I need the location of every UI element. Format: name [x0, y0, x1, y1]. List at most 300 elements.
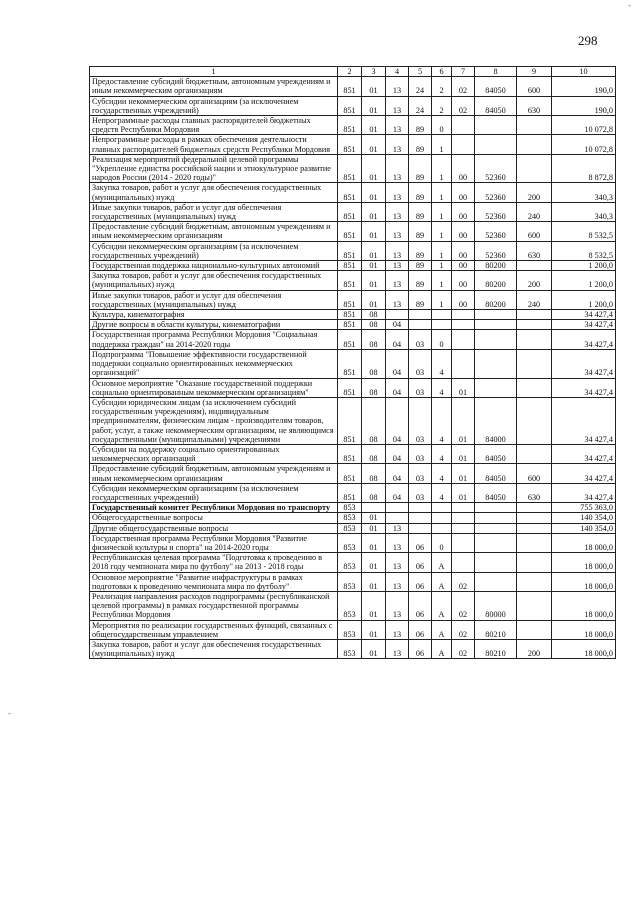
- row-code-cell: 851: [338, 330, 362, 349]
- row-code-cell: 13: [386, 591, 409, 620]
- row-code-cell: А: [432, 553, 452, 572]
- table-row: [90, 639, 616, 658]
- row-code-cell: [517, 591, 552, 620]
- row-code-cell: [517, 513, 552, 523]
- table-row: [90, 503, 616, 513]
- row-code-cell: [475, 378, 517, 397]
- row-code-cell: 1: [432, 135, 452, 154]
- row-amount-cell: 18 000,0: [552, 553, 616, 572]
- row-code-cell: 01: [362, 116, 386, 135]
- row-code-cell: 13: [386, 553, 409, 572]
- row-code-cell: 08: [362, 320, 386, 330]
- row-code-cell: 01: [362, 135, 386, 154]
- row-code-cell: [475, 320, 517, 330]
- row-name-cell: Государственный комитет Республики Мордовия по транспорту: [90, 503, 338, 513]
- row-name-cell: Реализация мероприятий федеральной целевой программы "Укрепление единства российской нации и этнокультурное развитие народов России (2014 - 2020 годы)": [90, 154, 338, 183]
- row-name-cell: Основное мероприятие "Развитие инфраструктуры в рамках подготовки к проведению чемпионата мира по футболу": [90, 572, 338, 591]
- row-code-cell: [517, 572, 552, 591]
- row-code-cell: [517, 620, 552, 639]
- row-code-cell: [517, 261, 552, 271]
- row-code-cell: 01: [362, 241, 386, 260]
- row-amount-cell: 755 363,0: [552, 503, 616, 513]
- row-code-cell: 13: [386, 523, 409, 533]
- row-code-cell: 1: [432, 154, 452, 183]
- table-row: [90, 154, 616, 183]
- row-code-cell: 80200: [475, 271, 517, 290]
- row-name-cell: Другие общегосударственные вопросы: [90, 523, 338, 533]
- row-code-cell: 600: [517, 77, 552, 96]
- row-code-cell: 600: [517, 222, 552, 241]
- row-code-cell: [452, 523, 475, 533]
- row-code-cell: 851: [338, 154, 362, 183]
- table-row: [90, 378, 616, 397]
- row-amount-cell: 1 200,0: [552, 271, 616, 290]
- row-amount-cell: 8 872,8: [552, 154, 616, 183]
- table-row: [90, 349, 616, 378]
- row-code-cell: 84050: [475, 96, 517, 115]
- row-code-cell: А: [432, 620, 452, 639]
- row-code-cell: [475, 553, 517, 572]
- row-code-cell: 84050: [475, 464, 517, 483]
- row-code-cell: [432, 523, 452, 533]
- row-code-cell: 13: [386, 183, 409, 202]
- row-name-cell: Иные закупки товаров, работ и услуг для обеспечения государственных (муниципальных) нужд: [90, 290, 338, 309]
- column-header-7: 7: [452, 67, 475, 77]
- row-code-cell: 03: [409, 349, 432, 378]
- row-code-cell: [517, 330, 552, 349]
- column-header-4: 4: [386, 67, 409, 77]
- row-code-cell: [452, 330, 475, 349]
- row-code-cell: 80200: [475, 290, 517, 309]
- row-code-cell: 00: [452, 222, 475, 241]
- row-code-cell: [475, 330, 517, 349]
- row-amount-cell: 34 427,4: [552, 349, 616, 378]
- row-name-cell: Предоставление субсидий бюджетным, автономным учреждениям и иным некоммерческим организациям: [90, 464, 338, 483]
- column-header-3: 3: [362, 67, 386, 77]
- row-code-cell: 00: [452, 290, 475, 309]
- row-name-cell: Республиканская целевая программа "Подготовка к проведению в 2018 году чемпионата мира по футболу" на 2013 - 2018 годы: [90, 553, 338, 572]
- row-code-cell: 04: [386, 349, 409, 378]
- row-code-cell: 08: [362, 464, 386, 483]
- row-code-cell: А: [432, 639, 452, 658]
- row-code-cell: 04: [386, 378, 409, 397]
- row-code-cell: 80200: [475, 261, 517, 271]
- row-code-cell: [452, 503, 475, 513]
- row-code-cell: 851: [338, 320, 362, 330]
- corner-mark: -: [628, 0, 631, 10]
- row-code-cell: 13: [386, 271, 409, 290]
- row-code-cell: 84050: [475, 444, 517, 463]
- row-code-cell: 01: [452, 464, 475, 483]
- row-amount-cell: 34 427,4: [552, 397, 616, 444]
- row-code-cell: [409, 310, 432, 320]
- row-name-cell: Государственная программа Республики Мордовия "Развитие физической культуры и спорта" на 2014-2020 годы: [90, 533, 338, 552]
- row-code-cell: 853: [338, 553, 362, 572]
- row-code-cell: 853: [338, 639, 362, 658]
- row-code-cell: [362, 503, 386, 513]
- row-code-cell: 52360: [475, 202, 517, 221]
- table-row: [90, 77, 616, 96]
- row-code-cell: 03: [409, 464, 432, 483]
- row-code-cell: 03: [409, 397, 432, 444]
- row-code-cell: 851: [338, 464, 362, 483]
- row-code-cell: 89: [409, 202, 432, 221]
- row-amount-cell: 140 354,0: [552, 513, 616, 523]
- table-row: [90, 96, 616, 115]
- row-code-cell: 00: [452, 261, 475, 271]
- row-code-cell: 853: [338, 591, 362, 620]
- row-code-cell: 851: [338, 397, 362, 444]
- table-row: [90, 202, 616, 221]
- row-code-cell: 853: [338, 513, 362, 523]
- row-code-cell: 853: [338, 503, 362, 513]
- row-code-cell: 853: [338, 620, 362, 639]
- row-name-cell: Субсидии некоммерческим организациям (за исключением государственных учреждений): [90, 96, 338, 115]
- row-code-cell: 13: [386, 290, 409, 309]
- row-code-cell: 13: [386, 135, 409, 154]
- row-code-cell: 01: [362, 271, 386, 290]
- row-code-cell: 89: [409, 135, 432, 154]
- row-code-cell: [452, 320, 475, 330]
- row-code-cell: 0: [432, 533, 452, 552]
- row-name-cell: Закупка товаров, работ и услуг для обеспечения государственных (муниципальных) нужд: [90, 271, 338, 290]
- row-code-cell: А: [432, 591, 452, 620]
- row-code-cell: 02: [452, 620, 475, 639]
- row-code-cell: 04: [386, 320, 409, 330]
- table-row: [90, 553, 616, 572]
- row-code-cell: 80210: [475, 620, 517, 639]
- row-name-cell: Субсидии юридическим лицам (за исключением субсидий государственным учреждениям), индивидуальным предпринимателям, физическим лицам - производителям товаров, работ, услуг, а также некоммерческим организациям, не являющимся государственными (муниципальными) учреждениями: [90, 397, 338, 444]
- row-code-cell: 851: [338, 96, 362, 115]
- row-code-cell: 89: [409, 261, 432, 271]
- table-row: [90, 310, 616, 320]
- row-amount-cell: 34 427,4: [552, 310, 616, 320]
- table-row: [90, 222, 616, 241]
- row-code-cell: 80000: [475, 591, 517, 620]
- row-code-cell: [517, 378, 552, 397]
- table-row: [90, 513, 616, 523]
- row-code-cell: 89: [409, 290, 432, 309]
- row-code-cell: [409, 503, 432, 513]
- row-code-cell: 1: [432, 202, 452, 221]
- table-row: [90, 397, 616, 444]
- table-row: [90, 523, 616, 533]
- row-code-cell: 06: [409, 572, 432, 591]
- row-code-cell: [386, 310, 409, 320]
- table-row: [90, 320, 616, 330]
- row-code-cell: [517, 503, 552, 513]
- row-code-cell: 1: [432, 271, 452, 290]
- row-code-cell: 08: [362, 310, 386, 320]
- row-code-cell: 13: [386, 96, 409, 115]
- row-name-cell: Непрограммные расходы главных распорядителей бюджетных средств Республики Мордовия: [90, 116, 338, 135]
- row-code-cell: 08: [362, 397, 386, 444]
- row-code-cell: 00: [452, 183, 475, 202]
- row-amount-cell: 190,0: [552, 77, 616, 96]
- row-code-cell: 200: [517, 639, 552, 658]
- row-code-cell: [409, 513, 432, 523]
- row-amount-cell: 18 000,0: [552, 533, 616, 552]
- row-code-cell: 03: [409, 330, 432, 349]
- column-header-6: 6: [432, 67, 452, 77]
- row-code-cell: 13: [386, 620, 409, 639]
- row-code-cell: 00: [452, 241, 475, 260]
- column-header-8: 8: [475, 67, 517, 77]
- row-code-cell: [517, 523, 552, 533]
- table-row: [90, 241, 616, 260]
- row-name-cell: Основное мероприятие "Оказание государственной поддержки социально ориентированным некоммерческим организациям": [90, 378, 338, 397]
- row-code-cell: 01: [362, 202, 386, 221]
- row-code-cell: 04: [386, 397, 409, 444]
- row-name-cell: Предоставление субсидий бюджетным, автономным учреждениям и иным некоммерческим организациям: [90, 77, 338, 96]
- row-code-cell: 08: [362, 483, 386, 502]
- row-code-cell: [409, 320, 432, 330]
- row-code-cell: 1: [432, 222, 452, 241]
- row-code-cell: 600: [517, 464, 552, 483]
- row-code-cell: 4: [432, 464, 452, 483]
- row-code-cell: 00: [452, 154, 475, 183]
- row-code-cell: [386, 503, 409, 513]
- row-code-cell: 851: [338, 202, 362, 221]
- row-code-cell: 06: [409, 533, 432, 552]
- row-code-cell: 2: [432, 77, 452, 96]
- table-row: [90, 572, 616, 591]
- scan-mark: -: [8, 708, 11, 718]
- row-code-cell: 630: [517, 483, 552, 502]
- row-code-cell: 853: [338, 533, 362, 552]
- row-code-cell: 01: [362, 620, 386, 639]
- row-code-cell: 200: [517, 271, 552, 290]
- row-code-cell: 0: [432, 116, 452, 135]
- row-amount-cell: 10 072,8: [552, 135, 616, 154]
- row-code-cell: 851: [338, 183, 362, 202]
- row-code-cell: [432, 320, 452, 330]
- table-row: [90, 135, 616, 154]
- row-code-cell: 01: [362, 513, 386, 523]
- row-amount-cell: 34 427,4: [552, 320, 616, 330]
- table-row: [90, 533, 616, 552]
- row-name-cell: Субсидии некоммерческим организациям (за исключением государственных учреждений): [90, 241, 338, 260]
- row-amount-cell: 18 000,0: [552, 639, 616, 658]
- row-amount-cell: 8 532,5: [552, 241, 616, 260]
- row-code-cell: [475, 513, 517, 523]
- row-name-cell: Общегосударственные вопросы: [90, 513, 338, 523]
- row-code-cell: 06: [409, 591, 432, 620]
- page-number: 298: [578, 33, 598, 48]
- column-header-2: 2: [338, 67, 362, 77]
- row-name-cell: Государственная поддержка национально-культурных автономий: [90, 261, 338, 271]
- row-code-cell: 03: [409, 444, 432, 463]
- table-row: [90, 464, 616, 483]
- row-code-cell: 200: [517, 183, 552, 202]
- row-code-cell: [517, 444, 552, 463]
- row-amount-cell: 140 354,0: [552, 523, 616, 533]
- row-code-cell: [452, 513, 475, 523]
- row-code-cell: 13: [386, 77, 409, 96]
- row-code-cell: 04: [386, 464, 409, 483]
- row-code-cell: 02: [452, 96, 475, 115]
- row-code-cell: [475, 572, 517, 591]
- row-code-cell: 04: [386, 483, 409, 502]
- row-code-cell: 851: [338, 116, 362, 135]
- row-code-cell: 52360: [475, 241, 517, 260]
- row-code-cell: 13: [386, 639, 409, 658]
- row-amount-cell: 340,3: [552, 183, 616, 202]
- column-header-9: 9: [517, 67, 552, 77]
- row-code-cell: 13: [386, 572, 409, 591]
- row-code-cell: 01: [362, 591, 386, 620]
- row-code-cell: [475, 310, 517, 320]
- row-code-cell: 01: [362, 639, 386, 658]
- row-code-cell: 01: [362, 553, 386, 572]
- budget-table: [89, 66, 616, 659]
- row-amount-cell: 18 000,0: [552, 591, 616, 620]
- row-code-cell: 01: [362, 533, 386, 552]
- row-code-cell: [475, 523, 517, 533]
- row-code-cell: 0: [432, 330, 452, 349]
- row-amount-cell: 340,3: [552, 202, 616, 221]
- row-amount-cell: 34 427,4: [552, 378, 616, 397]
- row-code-cell: 851: [338, 483, 362, 502]
- row-code-cell: 1: [432, 241, 452, 260]
- row-code-cell: 06: [409, 620, 432, 639]
- table-row: [90, 271, 616, 290]
- row-code-cell: [475, 135, 517, 154]
- row-code-cell: 08: [362, 444, 386, 463]
- row-code-cell: [517, 553, 552, 572]
- row-code-cell: 851: [338, 349, 362, 378]
- row-code-cell: 01: [362, 222, 386, 241]
- row-code-cell: 13: [386, 241, 409, 260]
- row-code-cell: 4: [432, 483, 452, 502]
- row-name-cell: Субсидии на поддержку социально ориентированных некоммерческих организаций: [90, 444, 338, 463]
- row-code-cell: 4: [432, 349, 452, 378]
- row-code-cell: 00: [452, 202, 475, 221]
- row-code-cell: 01: [362, 96, 386, 115]
- row-code-cell: 13: [386, 202, 409, 221]
- row-code-cell: 851: [338, 310, 362, 320]
- row-code-cell: 52360: [475, 222, 517, 241]
- row-code-cell: 89: [409, 241, 432, 260]
- row-code-cell: 08: [362, 349, 386, 378]
- row-code-cell: 4: [432, 378, 452, 397]
- row-amount-cell: 8 532,5: [552, 222, 616, 241]
- row-name-cell: Предоставление субсидий бюджетным, автономным учреждениям и иным некоммерческим организациям: [90, 222, 338, 241]
- row-code-cell: 89: [409, 271, 432, 290]
- row-code-cell: 24: [409, 77, 432, 96]
- row-code-cell: 89: [409, 183, 432, 202]
- row-code-cell: 80210: [475, 639, 517, 658]
- row-code-cell: 853: [338, 572, 362, 591]
- row-code-cell: 01: [362, 261, 386, 271]
- row-code-cell: 84000: [475, 397, 517, 444]
- row-code-cell: [452, 310, 475, 320]
- row-code-cell: 13: [386, 116, 409, 135]
- row-code-cell: 52360: [475, 154, 517, 183]
- row-amount-cell: 18 000,0: [552, 620, 616, 639]
- row-name-cell: Культура, кинематография: [90, 310, 338, 320]
- row-amount-cell: 18 000,0: [552, 572, 616, 591]
- row-code-cell: 06: [409, 553, 432, 572]
- row-code-cell: [517, 135, 552, 154]
- row-code-cell: [517, 349, 552, 378]
- row-code-cell: 851: [338, 261, 362, 271]
- row-code-cell: [517, 320, 552, 330]
- row-amount-cell: 10 072,8: [552, 116, 616, 135]
- row-code-cell: 02: [452, 639, 475, 658]
- row-amount-cell: 34 427,4: [552, 330, 616, 349]
- column-header-10: 10: [552, 67, 616, 77]
- table-row: [90, 483, 616, 502]
- table-row: [90, 330, 616, 349]
- row-code-cell: 13: [386, 222, 409, 241]
- row-code-cell: 89: [409, 154, 432, 183]
- row-code-cell: 240: [517, 202, 552, 221]
- row-amount-cell: 190,0: [552, 96, 616, 115]
- row-name-cell: Государственная программа Республики Мордовия "Социальная поддержка граждан" на 2014-2020 годы: [90, 330, 338, 349]
- row-code-cell: 01: [362, 77, 386, 96]
- row-name-cell: Иные закупки товаров, работ и услуг для обеспечения государственных (муниципальных) нужд: [90, 202, 338, 221]
- row-code-cell: [452, 349, 475, 378]
- row-code-cell: [452, 135, 475, 154]
- row-code-cell: 01: [362, 290, 386, 309]
- row-code-cell: 01: [362, 572, 386, 591]
- row-name-cell: Подпрограмма "Повышение эффективности государственной поддержки социально ориентированных некоммерческих организаций": [90, 349, 338, 378]
- row-code-cell: 851: [338, 135, 362, 154]
- row-amount-cell: 1 200,0: [552, 290, 616, 309]
- row-code-cell: 13: [386, 261, 409, 271]
- row-code-cell: [386, 513, 409, 523]
- row-code-cell: 851: [338, 222, 362, 241]
- row-code-cell: 851: [338, 290, 362, 309]
- row-amount-cell: 34 427,4: [552, 464, 616, 483]
- row-code-cell: 89: [409, 116, 432, 135]
- row-code-cell: [475, 503, 517, 513]
- table-body: [90, 77, 616, 659]
- row-amount-cell: 1 200,0: [552, 261, 616, 271]
- row-code-cell: [517, 310, 552, 320]
- row-code-cell: 06: [409, 639, 432, 658]
- column-header-1: 1: [90, 67, 338, 77]
- row-code-cell: 01: [452, 444, 475, 463]
- header-row: [90, 67, 616, 77]
- row-code-cell: 02: [452, 572, 475, 591]
- row-code-cell: 01: [362, 154, 386, 183]
- row-code-cell: 08: [362, 330, 386, 349]
- row-code-cell: [452, 533, 475, 552]
- row-code-cell: 853: [338, 523, 362, 533]
- table-row: [90, 620, 616, 639]
- row-code-cell: 89: [409, 222, 432, 241]
- row-code-cell: 00: [452, 271, 475, 290]
- row-code-cell: 4: [432, 444, 452, 463]
- row-code-cell: 02: [452, 77, 475, 96]
- row-code-cell: 13: [386, 154, 409, 183]
- table-row: [90, 444, 616, 463]
- row-code-cell: [517, 154, 552, 183]
- table-row: [90, 290, 616, 309]
- table-row: [90, 116, 616, 135]
- row-code-cell: 851: [338, 444, 362, 463]
- row-code-cell: 01: [452, 483, 475, 502]
- row-code-cell: 1: [432, 183, 452, 202]
- row-code-cell: 630: [517, 96, 552, 115]
- row-code-cell: 851: [338, 77, 362, 96]
- row-code-cell: 851: [338, 378, 362, 397]
- row-code-cell: 630: [517, 241, 552, 260]
- row-code-cell: 851: [338, 271, 362, 290]
- row-amount-cell: 34 427,4: [552, 483, 616, 502]
